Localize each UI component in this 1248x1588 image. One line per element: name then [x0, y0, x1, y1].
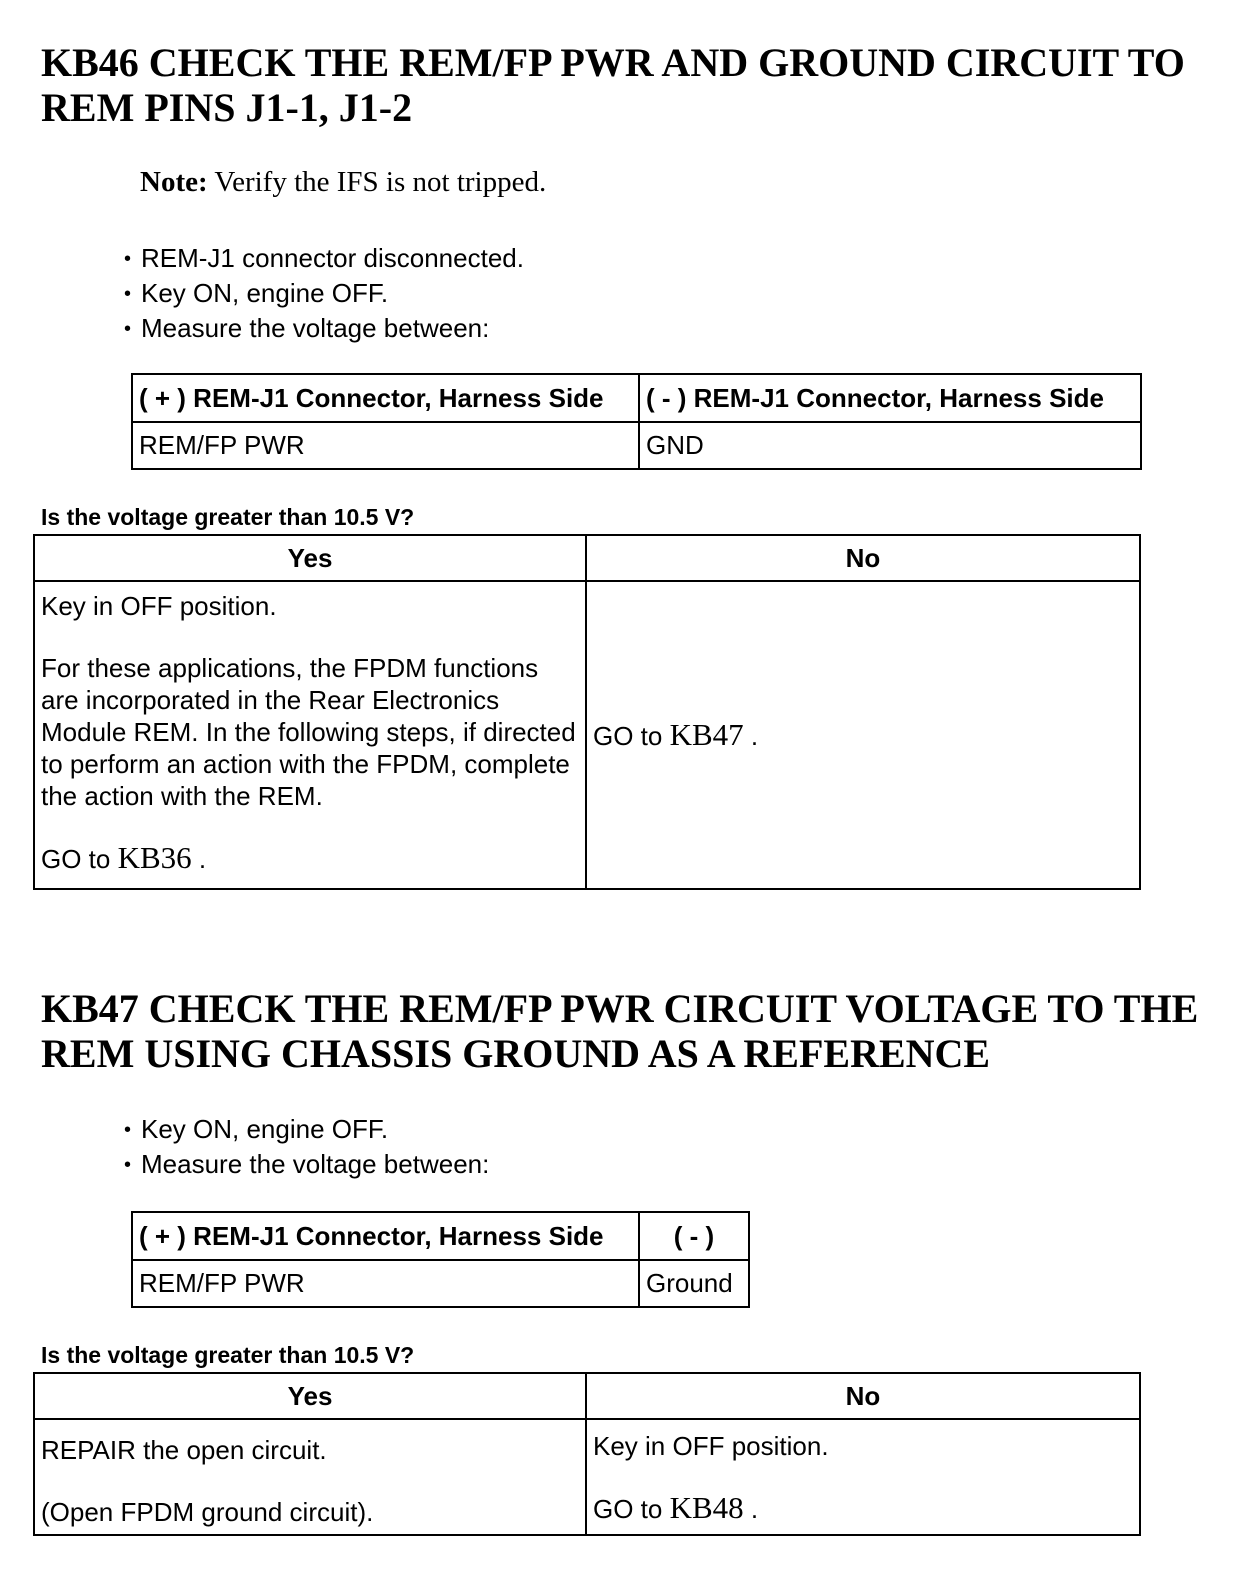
kb46-title-line1: KB46 CHECK THE REM/FP PWR AND GROUND CIRCUIT TO [41, 40, 1185, 85]
kb46-measure-header-neg: ( - ) REM-J1 Connector, Harness Side [639, 374, 1141, 422]
kb36-link[interactable]: KB36 [117, 840, 192, 875]
kb46-step-1: • REM-J1 connector disconnected. [124, 241, 524, 276]
kb46-no-goto-suffix: . [743, 720, 759, 751]
kb46-step-2: • Key ON, engine OFF. [124, 276, 524, 311]
kb47-no-goto-suffix: . [743, 1494, 759, 1524]
kb46-note-text: Verify the IFS is not tripped. [207, 166, 547, 198]
kb46-no-header: No [586, 535, 1140, 581]
kb47-step-1: • Key ON, engine OFF. [124, 1112, 489, 1147]
kb47-measure-header-neg: ( - ) [639, 1212, 749, 1260]
kb47-no-header: No [586, 1373, 1140, 1419]
kb46-title [41, 40, 1185, 130]
kb46-measure-table [131, 373, 1142, 470]
kb47-no-goto-prefix: GO to [593, 1494, 670, 1524]
kb47-measure-cell-pos: REM/FP PWR [132, 1260, 639, 1307]
kb46-measure-header-pos: ( + ) REM-J1 Connector, Harness Side [132, 374, 639, 422]
kb47-yes-cell [34, 1419, 586, 1535]
kb47-title-line1: KB47 CHECK THE REM/FP PWR CIRCUIT VOLTAGE TO THE [41, 986, 1199, 1031]
kb47-yes-note: (Open FPDM ground circuit). [41, 1497, 374, 1527]
kb46-title-line2: REM PINS J1-1, J1-2 [41, 85, 413, 130]
kb46-result-table [33, 534, 1141, 890]
kb47-link[interactable]: KB47 [669, 716, 744, 752]
kb47-title-line2: REM USING CHASSIS GROUND AS A REFERENCE [41, 1031, 991, 1076]
kb46-yes-instruction: Key in OFF position. [41, 591, 277, 621]
kb46-note [140, 166, 546, 199]
kb47-steps-list [124, 1112, 489, 1182]
kb46-yes-goto-suffix: . [191, 844, 207, 874]
kb46-steps-list [124, 241, 524, 346]
kb47-no-goto [593, 1492, 1133, 1525]
kb46-no-cell [586, 581, 1140, 889]
kb47-question: Is the voltage greater than 10.5 V? [41, 1342, 415, 1368]
kb46-yes-goto-prefix: GO to [41, 844, 118, 874]
kb46-step-3: • Measure the voltage between: [124, 311, 524, 346]
kb46-question: Is the voltage greater than 10.5 V? [41, 504, 415, 530]
kb46-yes-description: For these applications, the FPDM functions are incorporated in the Rear Electronics Module REM. In the following steps, if directed to perform an action with the FPDM, complete the action with the REM. [41, 653, 576, 811]
kb47-no-cell [586, 1419, 1140, 1535]
kb46-no-goto-prefix: GO to [593, 720, 670, 751]
kb47-measure-cell-neg: Ground [639, 1260, 749, 1307]
kb46-no-goto [593, 716, 1133, 752]
kb47-step-2: • Measure the voltage between: [124, 1147, 489, 1182]
kb47-yes-header: Yes [34, 1373, 586, 1419]
kb47-yes-instruction: REPAIR the open circuit. [41, 1435, 327, 1465]
kb46-yes-cell [34, 581, 586, 889]
kb47-title [41, 986, 1198, 1076]
kb47-measure-header-pos: ( + ) REM-J1 Connector, Harness Side [132, 1212, 639, 1260]
kb47-no-instruction: Key in OFF position. [593, 1431, 829, 1461]
kb48-link[interactable]: KB48 [669, 1490, 744, 1525]
kb46-yes-goto [41, 842, 579, 875]
kb47-measure-table [131, 1211, 750, 1308]
kb46-yes-header: Yes [34, 535, 586, 581]
kb46-measure-cell-neg: GND [639, 422, 1141, 469]
kb46-note-label: Note: [140, 166, 208, 198]
kb47-result-table [33, 1372, 1141, 1536]
kb46-measure-cell-pos: REM/FP PWR [132, 422, 639, 469]
